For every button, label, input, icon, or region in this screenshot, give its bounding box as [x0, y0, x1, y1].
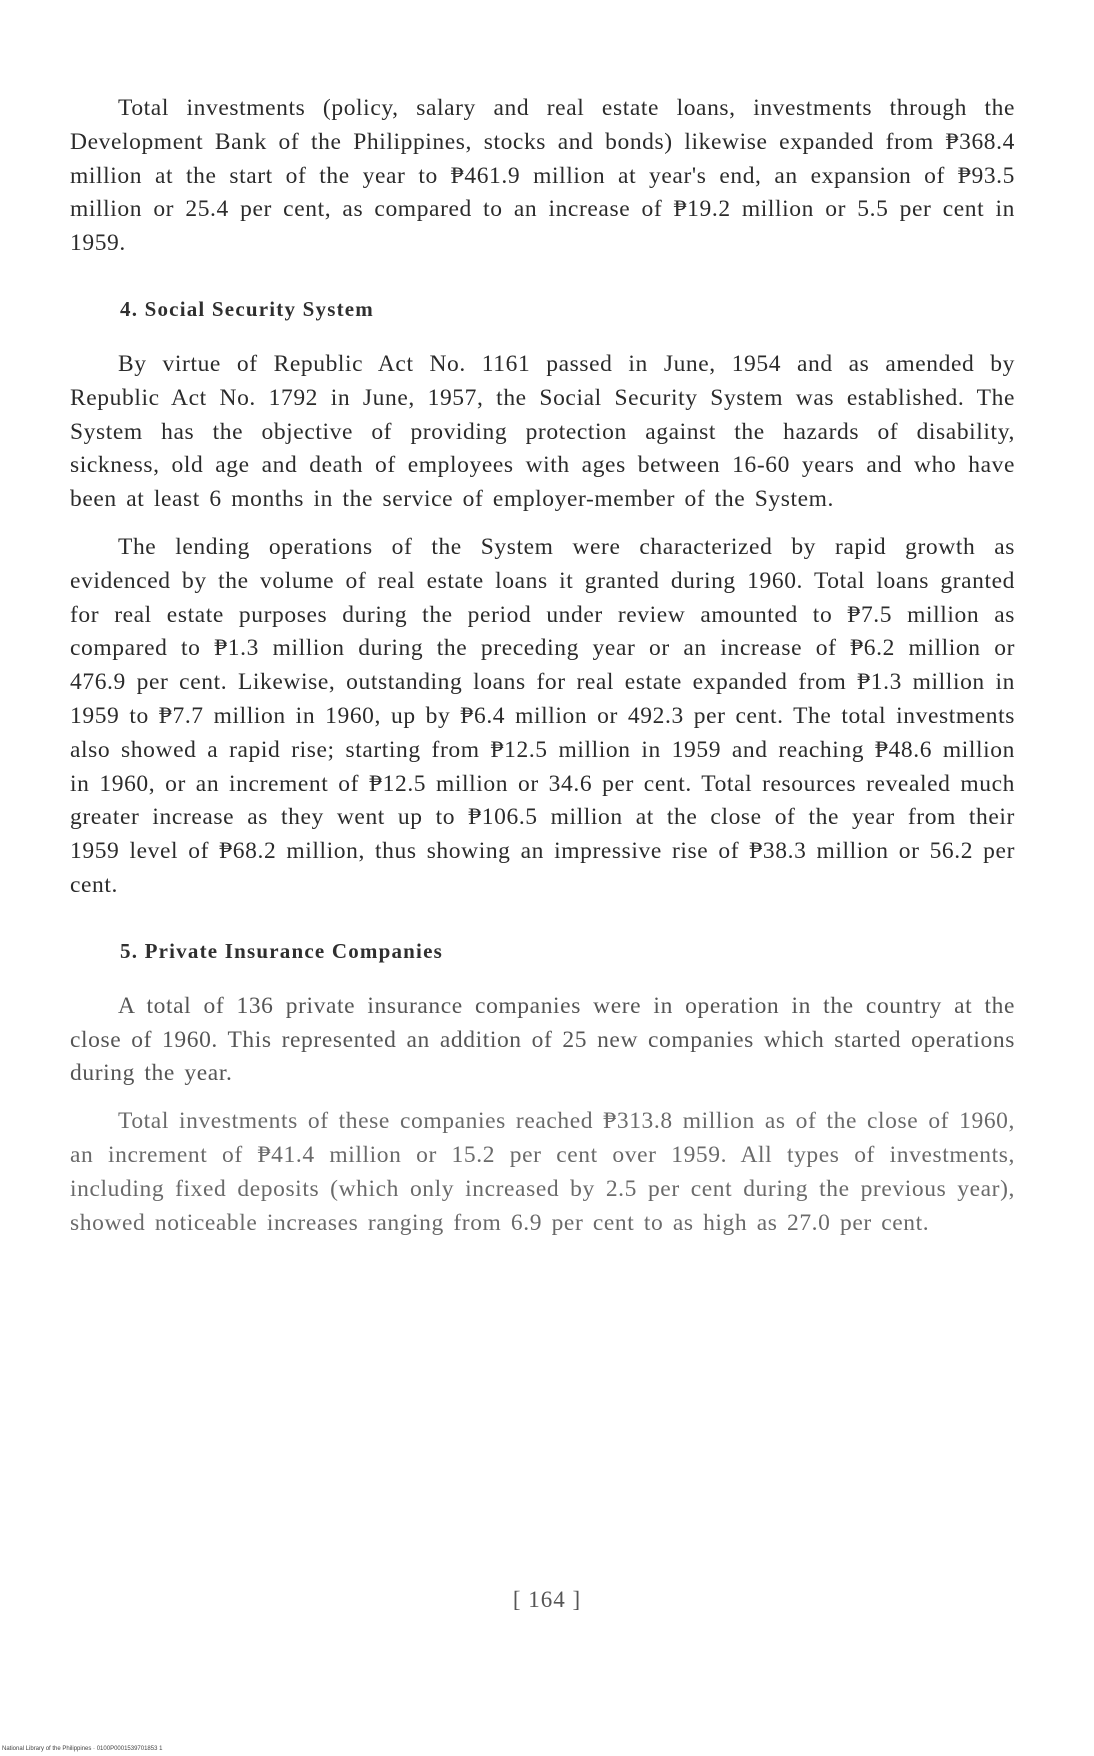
paragraph-sss-lending-operations: The lending operations of the System were characterized by rapid growth as evidenced by the volume of real estate loans it granted during 1960. Total loans granted for real estate purposes during the period under review amounted to ₱7.5 million as compared to ₱1.3 million during the preceding year or an increase of ₱6.2 million or 476.9 per cent. Likewise, outstanding loans for real estate expanded from ₱1.3 million in 1959 to ₱7.7 million in 1960, up by ₱6.4 million or 492.3 per cent. The total investments also showed a rapid rise; starting from ₱12.5 million in 1959 and reaching ₱48.6 million in 1960, or an increment of ₱12.5 million or 34.6 per cent. Total resources revealed much greater increase as they went up to ₱106.5 million at the close of the year from their 1959 level of ₱68.2 million, thus showing an impressive rise of ₱38.3 million or 56.2 per cent. — [70, 533, 1015, 898]
paragraph-total-investments: Total investments (policy, salary and real estate loans, investments through the Development Bank of the Philippines, stocks and bonds) likewise expanded from ₱368.4 million at the start of the year to ₱461.9 million at year's end, an expansion of ₱93.5 million or 25.4 per cent, as compared to an increase of ₱19.2 million or 5.5 per cent in 1959. — [70, 95, 1015, 257]
section-heading-social-security-system: 4. Social Security System — [120, 296, 374, 321]
paragraph-sss-establishment: By virtue of Republic Act No. 1161 passed in June, 1954 and as amended by Republic Act No. 1792 in June, 1957, the Social Security System was established. The System has the objective of providing protection against the hazards of disability, sickness, old age and death of employees with ages between 16-60 years and who have been at least 6 months in the service of employer-member of the System. — [70, 350, 1015, 513]
page-number: [ 164 ] — [512, 1587, 582, 1612]
page-body — [70, 92, 1015, 1240]
section-heading-private-insurance-companies: 5. Private Insurance Companies — [120, 938, 443, 963]
paragraph-insurance-investments: Total investments of these companies reached ₱313.8 million as of the close of 1960, an increment of ₱41.4 million or 15.2 per cent over 1959. All types of investments, including fixed deposits (which only increased by 2.5 per cent during the previous year), showed noticeable increases ranging from 6.9 per cent to as high as 27.0 per cent. — [70, 1108, 1015, 1236]
paragraph-insurance-companies-count: A total of 136 private insurance companies were in operation in the country at the close of 1960. This represented an addition of 25 new companies which started operations during the year. — [70, 992, 1015, 1087]
footer-credit: National Library of the Philippines · 0100P0001539701853 1 — [2, 1746, 163, 1752]
